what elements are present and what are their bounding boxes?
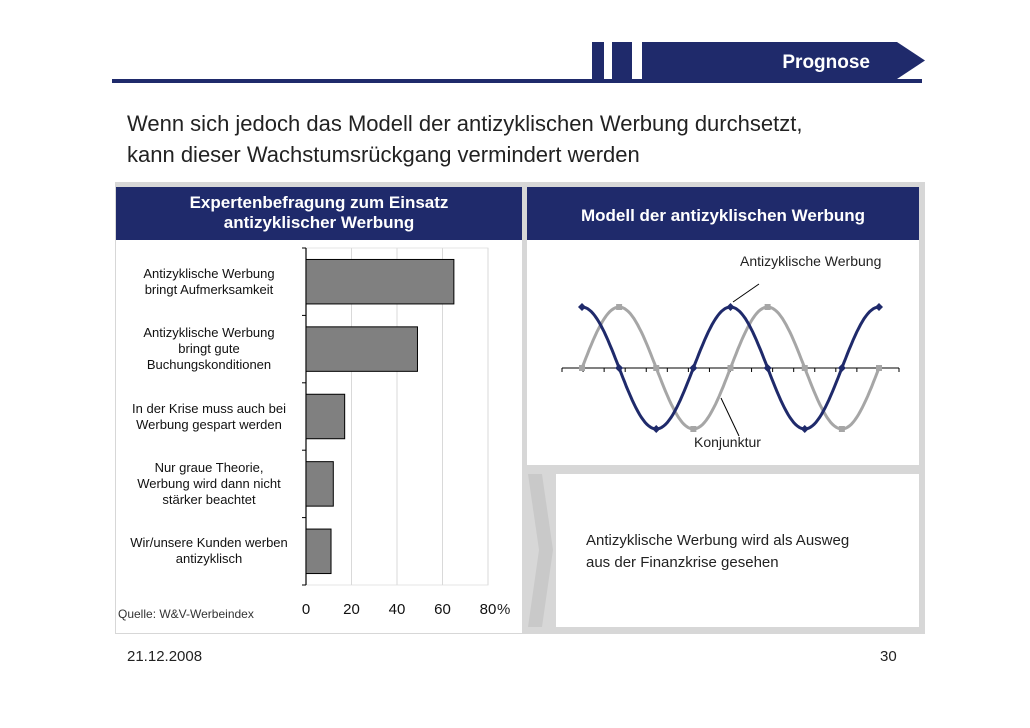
bar bbox=[306, 259, 454, 303]
data-point bbox=[579, 365, 585, 371]
data-point bbox=[876, 365, 882, 371]
slide-title bbox=[127, 108, 927, 170]
data-point bbox=[578, 303, 586, 311]
header-decor-bar bbox=[612, 42, 632, 79]
bar bbox=[306, 327, 417, 371]
x-tick-label: 0 bbox=[301, 601, 311, 618]
data-point bbox=[652, 425, 660, 433]
bar bbox=[306, 462, 333, 506]
data-point bbox=[727, 303, 735, 311]
data-point bbox=[765, 304, 771, 310]
data-point bbox=[728, 365, 734, 371]
bar-category-line: Werbung gespart werden bbox=[136, 416, 282, 432]
series-label-werbung: Antizyklische Werbung bbox=[740, 253, 882, 269]
bar-category-line: bringt gute bbox=[178, 341, 240, 357]
axis-unit: % bbox=[497, 601, 511, 618]
model-panel-title: Modell der antizyklischen Werbung bbox=[580, 206, 865, 225]
x-tick-label: 80 bbox=[479, 601, 497, 618]
data-point bbox=[615, 364, 623, 372]
page-number: 30 bbox=[880, 648, 897, 665]
bar-category-label bbox=[116, 401, 302, 433]
data-point bbox=[690, 426, 696, 432]
chevron-right-icon bbox=[528, 474, 553, 627]
bar-category-line: antizyklisch bbox=[175, 551, 243, 567]
leader-line bbox=[733, 284, 759, 302]
survey-panel-title bbox=[116, 193, 522, 233]
bar-category-label bbox=[116, 266, 302, 298]
data-point bbox=[875, 303, 883, 311]
series-label-konjunktur: Konjunktur bbox=[694, 434, 761, 450]
data-point bbox=[616, 304, 622, 310]
data-point bbox=[653, 365, 659, 371]
bar-category-line: bringt Aufmerksamkeit bbox=[144, 281, 274, 297]
header-decor-bar bbox=[592, 42, 604, 79]
footer-date: 21.12.2008 bbox=[127, 648, 203, 665]
bar-category-line: Nur graue Theorie, bbox=[154, 459, 264, 475]
data-point bbox=[838, 364, 846, 372]
source-note: Quelle: W&V-Werbeindex bbox=[118, 607, 254, 621]
survey-title-line: antizyklischer Werbung bbox=[223, 213, 415, 232]
bar-category-line: stärker beachtet bbox=[162, 491, 256, 507]
data-point bbox=[689, 364, 697, 372]
conclusion-line: Antizyklische Werbung wird als Ausweg bbox=[586, 532, 850, 549]
bar-category-line: Buchungskonditionen bbox=[146, 357, 272, 373]
data-point bbox=[802, 365, 808, 371]
slide-title-line: kann dieser Wachstumsrückgang vermindert werden bbox=[127, 142, 640, 167]
data-point bbox=[764, 364, 772, 372]
bar-category-label bbox=[116, 535, 302, 567]
x-tick-label: 60 bbox=[434, 601, 451, 618]
conclusion-line: aus der Finanzkrise gesehen bbox=[586, 554, 779, 571]
cycle-model-chart bbox=[527, 240, 919, 465]
survey-title-line: Expertenbefragung zum Einsatz bbox=[189, 193, 449, 212]
bar-category-line: Antizyklische Werbung bbox=[143, 265, 275, 281]
leader-line bbox=[721, 398, 739, 436]
bar-category-label bbox=[116, 460, 302, 508]
bar-category-label bbox=[116, 325, 302, 373]
x-tick-label: 40 bbox=[388, 601, 406, 618]
slide-title-line: Wenn sich jedoch das Modell der antizyklischen Werbung durchsetzt, bbox=[127, 111, 803, 136]
conclusion-text bbox=[586, 530, 906, 574]
data-point bbox=[839, 426, 845, 432]
x-tick-label: 20 bbox=[343, 601, 360, 618]
bar-category-line: Werbung wird dann nicht bbox=[137, 475, 281, 491]
bar bbox=[306, 394, 345, 438]
bar-category-line: Antizyklische Werbung bbox=[143, 325, 275, 341]
bar-category-line: Wir/unsere Kunden werben bbox=[130, 535, 288, 551]
bar bbox=[306, 529, 331, 573]
bar-category-line: In der Krise muss auch bei bbox=[132, 400, 286, 416]
section-label: Prognose bbox=[782, 52, 870, 73]
data-point bbox=[801, 425, 809, 433]
header-divider bbox=[112, 79, 922, 83]
